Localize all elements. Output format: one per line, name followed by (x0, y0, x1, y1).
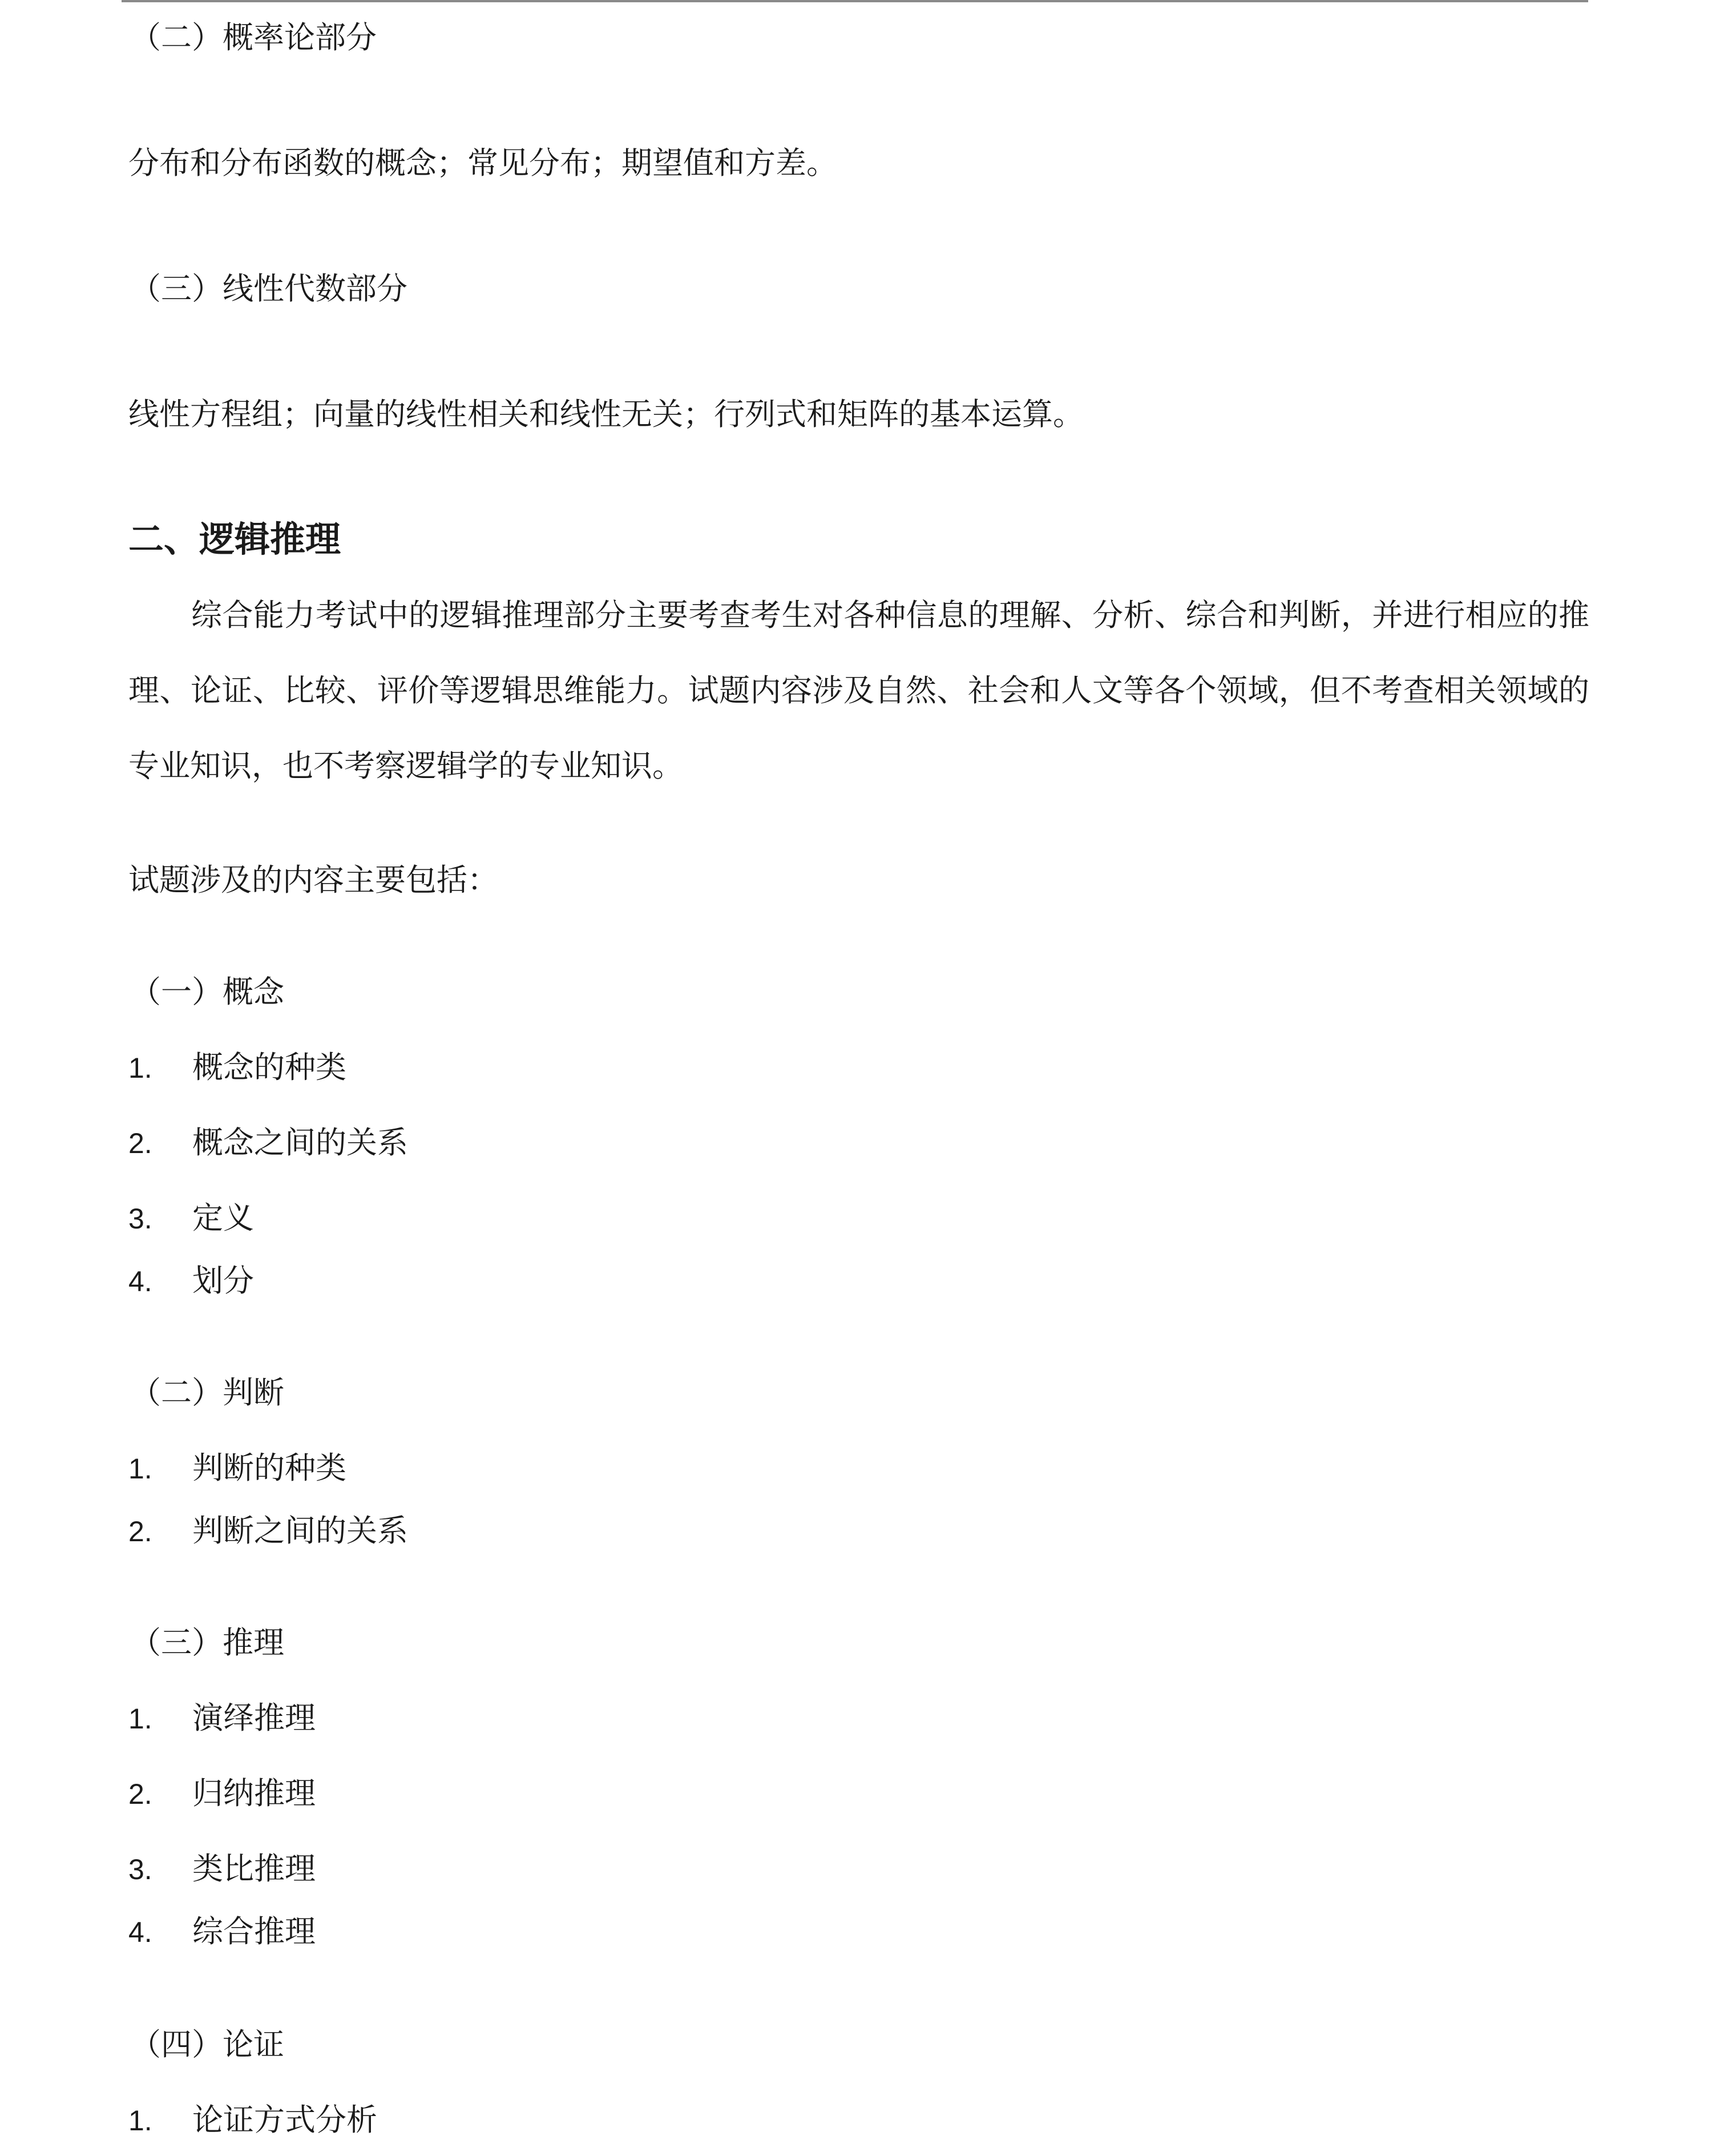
list-item: 1. 演绎推理 (128, 1700, 316, 1736)
list-item: 4. 综合推理 (128, 1913, 316, 1949)
probability-text: 分布和分布函数的概念；常见分布；期望值和方差。 (128, 145, 837, 181)
argument-heading: （四）论证 (130, 2026, 284, 2062)
list-item: 1. 论证方式分析 (128, 2102, 377, 2138)
logic-lead-text: 试题涉及的内容主要包括： (128, 862, 498, 898)
concepts-heading: （一）概念 (130, 974, 284, 1010)
logic-intro-paragraph: 综合能力考试中的逻辑推理部分主要考查考生对各种信息的理解、分析、综合和判断，并进行相应的推理、论证、比较、评价等逻辑思维能力。试题内容涉及自然、社会和人文等各个领域，但不考查相关领域的专业知识，也不考察逻辑学的专业知识。 (128, 597, 1589, 784)
list-item: 4. 划分 (128, 1263, 254, 1299)
section-title-logic: 二、逻辑推理 (128, 518, 341, 560)
list-item: 3. 定义 (128, 1200, 254, 1236)
linear-algebra-heading: （三）线性代数部分 (130, 271, 407, 307)
list-item: 1. 判断的种类 (128, 1450, 346, 1486)
list-item: 2. 判断之间的关系 (128, 1513, 408, 1549)
list-item: 2. 归纳推理 (128, 1775, 316, 1811)
probability-heading: （二）概率论部分 (130, 19, 377, 55)
list-item: 3. 类比推理 (128, 1851, 316, 1887)
judgment-heading: （二）判断 (130, 1375, 284, 1411)
linear-algebra-text: 线性方程组；向量的线性相关和线性无关；行列式和矩阵的基本运算。 (128, 396, 1084, 432)
reasoning-heading: （三）推理 (130, 1625, 284, 1661)
list-item: 1. 概念的种类 (128, 1049, 346, 1085)
top-rule (122, 0, 1588, 2)
list-item: 2. 概念之间的关系 (128, 1125, 408, 1160)
